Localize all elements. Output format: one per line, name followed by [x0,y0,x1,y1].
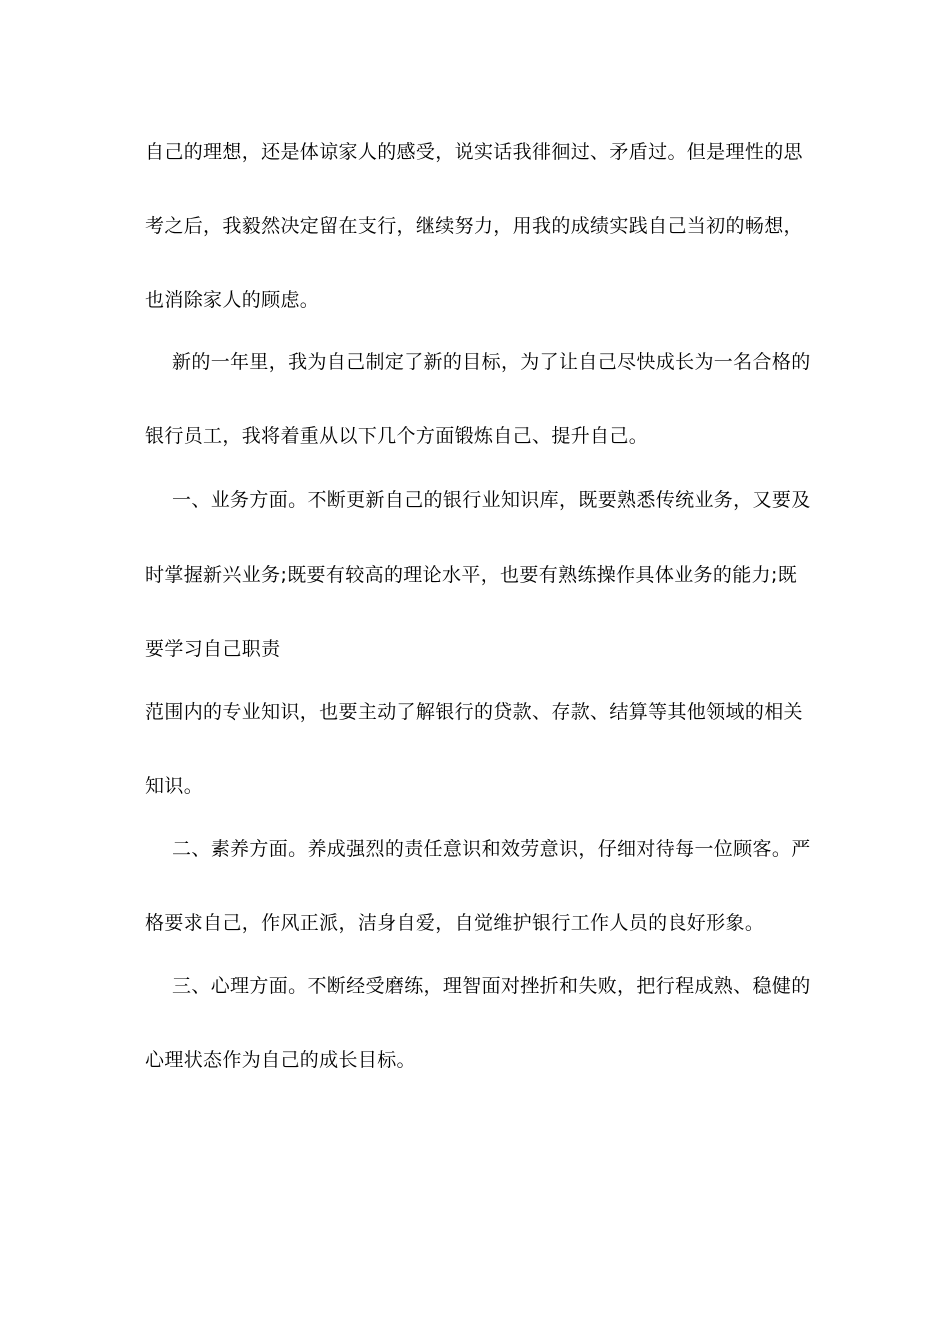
paragraph-line: 时掌握新兴业务;既要有较高的理论水平，也要有熟练操作具体业务的能力;既 [145,564,798,586]
paragraph-line: 一、业务方面。不断更新自己的银行业知识库，既要熟悉传统业务，又要及 [172,489,811,511]
paragraph-line: 格要求自己，作风正派，洁身自爱，自觉维护银行工作人员的良好形象。 [145,912,765,934]
paragraph-line: 要学习自己职责 [145,638,281,660]
paragraph-line: 新的一年里，我为自己制定了新的目标，为了让自己尽快成长为一名合格的 [172,351,811,373]
paragraph-line: 三、心理方面。不断经受磨练，理智面对挫折和失败，把行程成熟、稳健的 [172,975,811,997]
paragraph-line: 心理状态作为自己的成长目标。 [145,1049,416,1071]
paragraph-line: 自己的理想，还是体谅家人的感受，说实话我徘徊过、矛盾过。但是理性的思 [145,141,803,163]
paragraph-line: 也消除家人的顾虑。 [145,289,320,311]
paragraph-line: 考之后，我毅然决定留在支行，继续努力，用我的成绩实践自己当初的畅想， [145,215,803,237]
paragraph-line: 知识。 [145,775,204,797]
paragraph-line: 银行员工，我将着重从以下几个方面锻炼自己、提升自己。 [145,425,649,447]
paragraph-line: 范围内的专业知识，也要主动了解银行的贷款、存款、结算等其他领域的相关 [145,701,803,723]
paragraph-line: 二、素养方面。养成强烈的责任意识和效劳意识，仔细对待每一位顾客。严 [172,838,811,860]
